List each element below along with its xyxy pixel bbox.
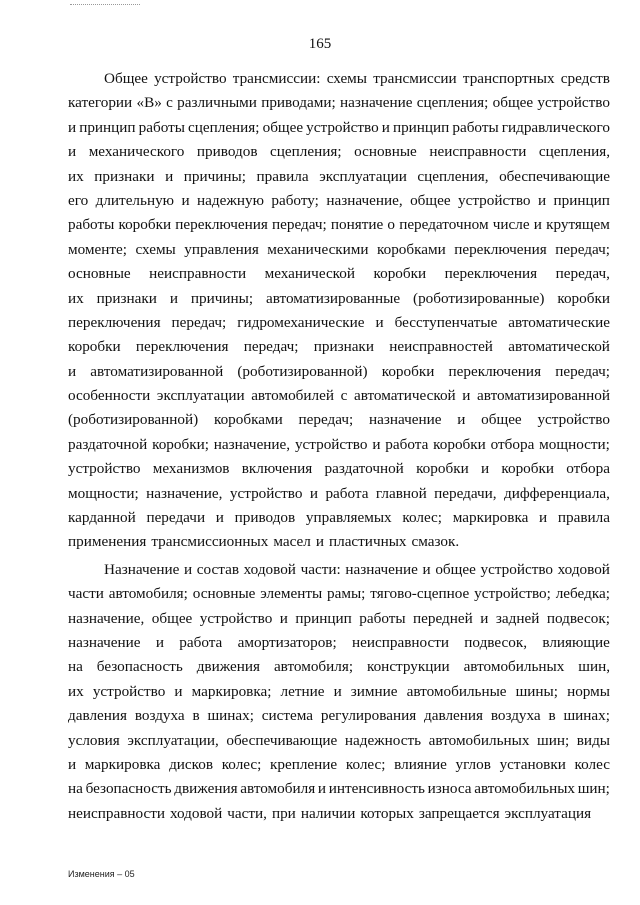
text-line: на безопасность движения автомобиля; конструкции автомобильных шин,: [68, 658, 610, 676]
text-line: части автомобиля; основные элементы рамы; тягово-сцепное устройство; лебедка;: [68, 585, 610, 603]
text-line: его длительную и надежную работу; назначение, общее устройство и принцип: [68, 191, 610, 209]
text-line: давления воздуха в шинах; система регулирования давления воздуха в шинах;: [68, 707, 610, 725]
top-border-mark: [70, 4, 140, 5]
text-line: их признаки и причины; правила эксплуатации сцепления, обеспечивающие: [68, 167, 610, 185]
text-line: и маркировка дисков колес; крепление колес; влияние углов установки колес: [68, 755, 610, 773]
text-line: условия эксплуатации, обеспечивающие надежность автомобильных шин; виды: [68, 731, 610, 749]
text-line: на безопасность движения автомобиля и интенсивность износа автомобильных шин;: [68, 780, 610, 798]
text-line: Общее устройство трансмиссии: схемы трансмиссии транспортных средств: [104, 70, 610, 87]
text-line: применения трансмиссионных масел и пластичных смазок.: [68, 533, 460, 551]
text-line: мощности; назначение, устройство и работа главной передачи, дифференциала,: [68, 484, 610, 502]
text-line: Назначение и состав ходовой части: назначение и общее устройство ходовой: [104, 560, 610, 578]
text-line: моменте; схемы управления механическими коробками переключения передач;: [68, 240, 610, 258]
text-line: неисправности ходовой части, при наличии которых запрещается эксплуатация: [68, 804, 592, 822]
text-line: их устройство и маркировка; летние и зимние автомобильные шины; нормы: [68, 682, 610, 700]
text-line: и механического приводов сцепления; основные неисправности сцепления,: [68, 143, 610, 161]
text-line: переключения передач; гидромеханические и бесступенчатые автоматические: [68, 313, 610, 331]
paragraph: [68, 67, 610, 555]
document-body: [68, 67, 610, 826]
text-line: работы коробки переключения передач; понятие о передаточном числе и крутящем: [68, 216, 610, 234]
footer-revision-note: Изменения – 05: [68, 869, 135, 879]
text-line: их признаки и причины; автоматизированные (роботизированные) коробки: [68, 289, 610, 307]
text-line: коробки переключения передач; признаки неисправностей автоматической: [68, 338, 610, 356]
page-number: 165: [308, 36, 332, 52]
text-line: основные неисправности механической коробки переключения передач,: [68, 265, 610, 283]
paragraph: [68, 558, 610, 826]
text-line: и автоматизированной (роботизированной) коробки переключения передач;: [68, 362, 610, 380]
text-line: устройство механизмов включения раздаточной коробки и коробки отбора: [68, 460, 610, 478]
text-line: (роботизированной) коробками передач; назначение и общее устройство: [68, 411, 610, 429]
text-line: назначение и работа амортизаторов; неисправности подвесок, влияющие: [68, 633, 610, 651]
text-line: категории «В» с различными приводами; назначение сцепления; общее устройство: [68, 94, 610, 112]
text-line: особенности эксплуатации автомобилей с автоматической и автоматизированной: [68, 387, 610, 405]
text-line: и принцип работы сцепления; общее устройство и принцип работы гидравлического: [68, 118, 610, 136]
text-line: раздаточной коробки; назначение, устройство и работа коробки отбора мощности;: [68, 435, 610, 453]
text-line: карданной передачи и приводов управляемых колес; маркировка и правила: [68, 509, 610, 527]
text-line: назначение, общее устройство и принцип работы передней и задней подвесок;: [68, 609, 610, 627]
